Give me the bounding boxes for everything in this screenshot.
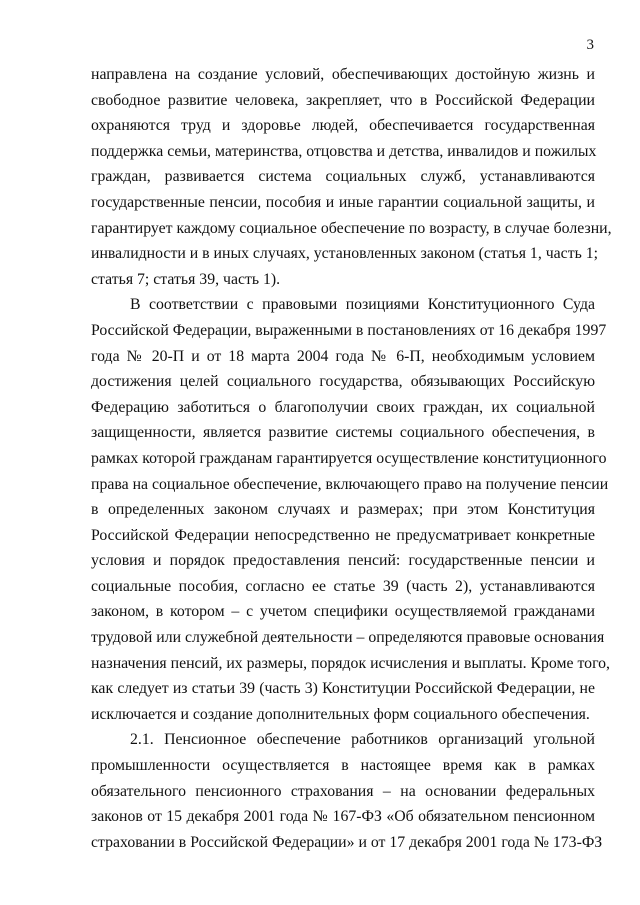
text-line: охраняются труд и здоровье людей, обеспечивается государственная [91,117,595,135]
text-line: трудовой или служебной деятельности – определяются правовые основания [91,629,605,647]
paragraph-3 [91,727,603,855]
paragraph-1 [91,62,612,292]
text-line: гарантирует каждому социальное обеспечение по возрасту, в случае болезни, [91,219,612,237]
text-line: достижения целей социального государства, обязывающих Российскую [91,373,595,391]
text-line: промышленности осуществляется в настоящее время как в рамках [91,757,595,775]
text-line: законов от 15 декабря 2001 года № 167-ФЗ «Об обязательном пенсионном [91,808,595,826]
text-line: статья 7; статья 39, часть 1). [91,270,281,288]
text-line: в определенных законом случаях и размерах; при этом Конституция [91,501,595,519]
text-line: защищенности, является развитие системы социального обеспечения, в [91,424,595,442]
text-line: поддержка семьи, материнства, отцовства и детства, инвалидов и пожилых [91,142,597,160]
text-line: граждан, развивается система социальных служб, устанавливаются [91,168,595,186]
text-line: В соответствии с правовыми позициями Конституционного Суда [130,296,595,314]
text-line: государственные пенсии, пособия и иные гарантии социальной защиты, и [91,193,595,211]
text-line: рамках которой гражданам гарантируется осуществление конституционного [91,449,607,467]
document-body [91,62,612,855]
text-line: свободное развитие человека, закрепляет, что в Российской Федерации [91,91,595,109]
text-line: Федерацию заботиться о благополучии своих граждан, их социальной [91,398,595,416]
text-line: обязательного пенсионного страхования – на основании федеральных [91,782,595,800]
text-line: 2.1. Пенсионное обеспечение работников организаций угольной [130,731,595,749]
text-line: года № 20-П и от 18 марта 2004 года № 6-П, необходимым условием [91,347,595,365]
text-line: условия и порядок предоставления пенсий: государственные пенсии и [91,552,595,570]
paragraph-2 [91,292,610,727]
text-line: законом, в котором – с учетом специфики осуществляемой гражданами [91,603,595,621]
page-number: 3 [586,37,594,53]
text-line: как следует из статьи 39 (часть 3) Конституции Российской Федерации, не [91,680,595,698]
text-line: социальные пособия, согласно ее статье 39 (часть 2), устанавливаются [91,577,595,595]
text-line: права на социальное обеспечение, включающего право на получение пенсии [91,475,609,493]
text-line: инвалидности и в иных случаях, установленных законом (статья 1, часть 1; [91,245,599,263]
text-line: назначения пенсий, их размеры, порядок исчисления и выплаты. Кроме того, [91,654,610,672]
text-line: исключается и создание дополнительных форм социального обеспечения. [91,705,590,723]
text-line: Российской Федерации непосредственно не предусматривает конкретные [91,526,595,544]
text-line: направлена на создание условий, обеспечивающих достойную жизнь и [91,66,595,83]
text-line: страховании в Российской Федерации» и от 17 декабря 2001 года № 173-ФЗ [91,833,603,851]
text-line: Российской Федерации, выраженными в постановлениях от 16 декабря 1997 [91,321,607,339]
